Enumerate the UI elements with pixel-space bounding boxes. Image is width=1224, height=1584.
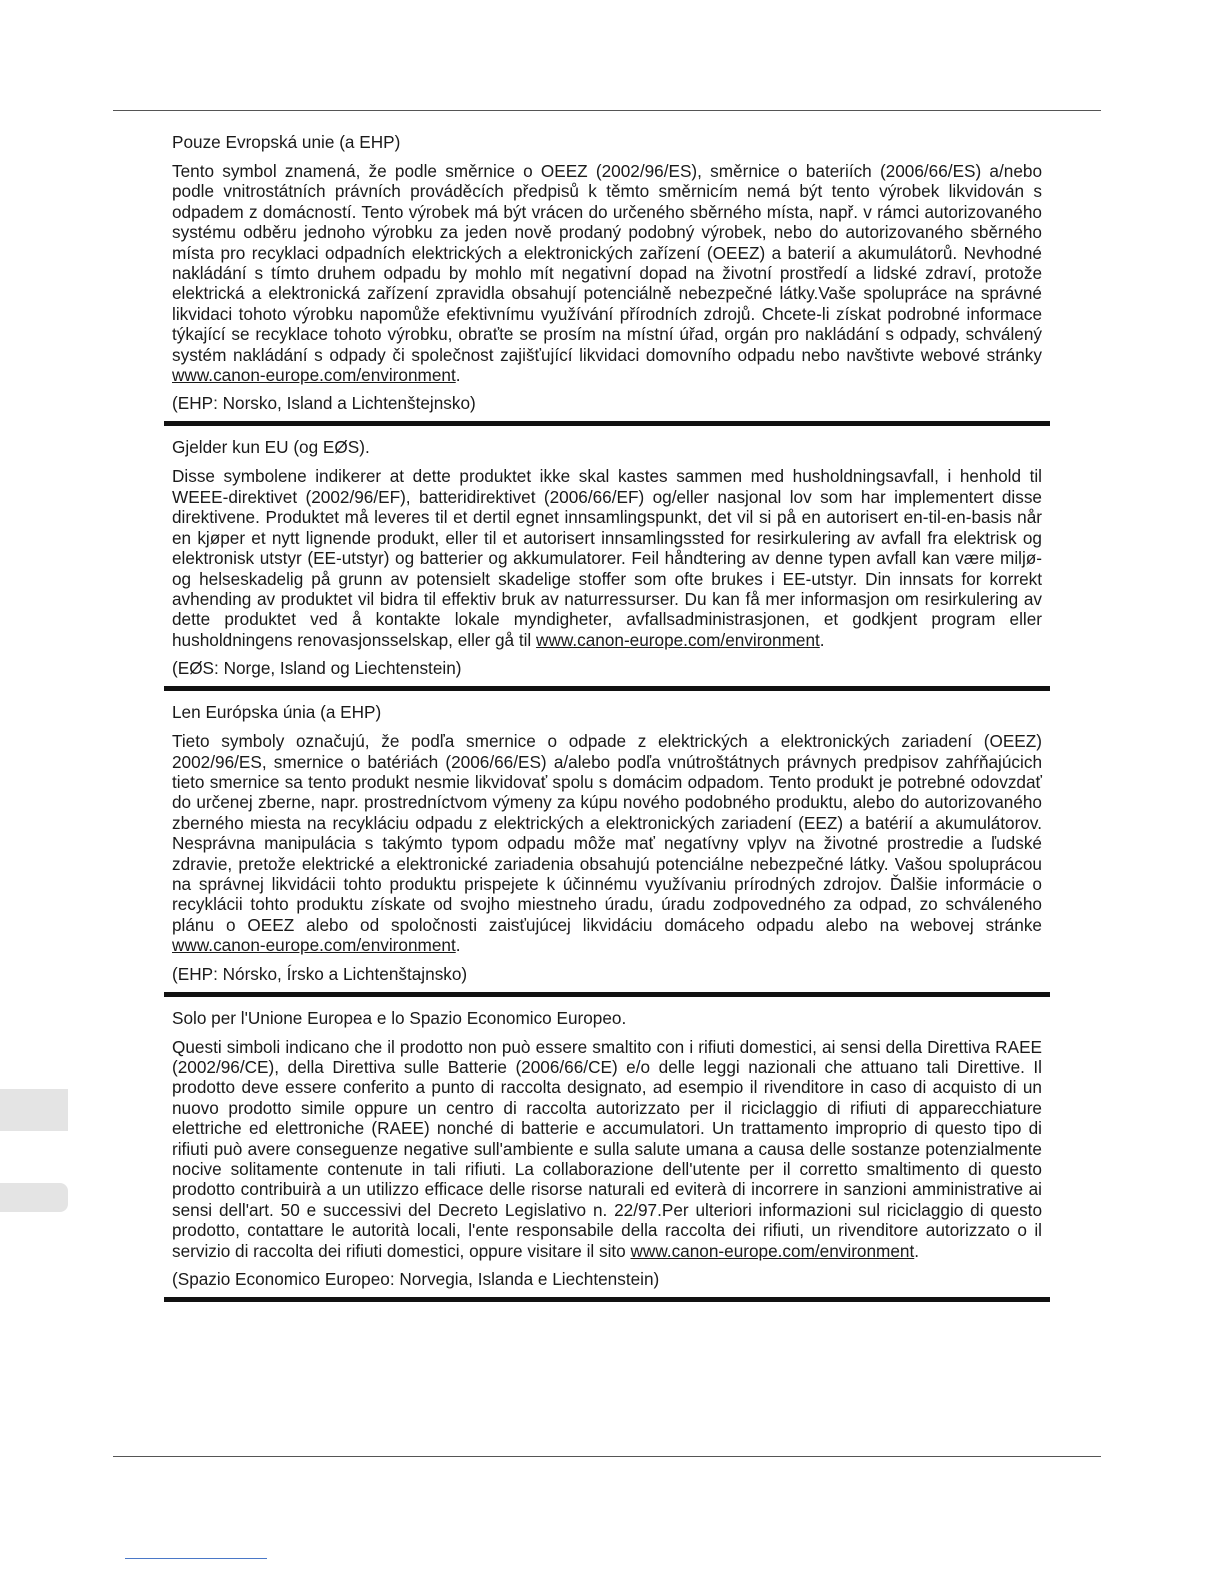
body-text: Questi simboli indicano che il prodotto non può essere smaltito con i rifiuti domestici, ai sensi della Direttiva RAEE (2002/96/CE), della Direttiva sulle Batterie (2006/66/CE) e/o delle leggi nazionali che attuano tali Direttive. Il prodotto deve essere conferito a punto di raccolta designato, ad esempio il rivenditore in caso di acquisto di un nuovo prodotto simile oppure un centro di raccolta autorizzato per il riciclaggio di rifiuti di apparecchiature elettriche ed elettroniche (RAEE) nonché di batterie e accumulatori. Un trattamento improprio di questo tipo di rifiuti può avere conseguenze negative sull'ambiente e sulla salute umana a causa delle sostanze potenzialmente nocive solitamente contenute in tali rifiuti. La collaborazione dell'utente per il corretto smaltimento di questo prodotto contribuirà a un utilizzo efficace delle risorse naturali ed eviterà di incorrere in sanzioni amministrative ai sensi dell'art. 50 e successivi del Decreto Legislativo n. 22/97.Per ulteriori informazioni sul riciclaggio di questo prodotto, contattare le autorità locali, l'ente responsabile della raccolta dei rifiuti, un rivenditore autorizzato o il servizio di raccolta dei rifiuti domestici, oppure visitare il sito	[172, 1036, 1042, 1261]
footer-link-underline	[125, 1558, 267, 1559]
section-body	[172, 1037, 1042, 1261]
section-title: Pouze Evropská unie (a EHP)	[172, 132, 401, 152]
header-rule	[113, 110, 1101, 111]
side-tab	[0, 1183, 68, 1212]
body-end: .	[455, 365, 461, 386]
body-text: Tento symbol znamená, že podle směrnice o OEEZ (2002/96/ES), směrnice o bateriích (2006/66/ES) a/nebo podle vnitrostátních právních prováděcích předpisů k těmto směrnicím nemá být tento výrobek likvidován s odpadem z domácností. Tento výrobek má být vrácen do určeného sběrného místa, např. v rámci autorizovaného systému odběru jednoho výrobku za jeden nově prodaný podobný výrobek, nebo do autorizovaného sběrného místa pro recyklaci odpadních elektrických a elektronických zařízení (OEEZ) a baterií a akumulátorů. Nevhodné nakládání s tímto druhem odpadu by mohlo mít negativní dopad na životní prostředí a lidské zdraví, protože elektrická a elektronická zařízení zpravidla obsahují potenciálně nebezpečné látky.Vaše spolupráce na správné likvidaci tohoto výrobku napomůže efektivnímu využívání přírodních zdrojů. Chcete-li získat podrobné informace týkající se recyklace tohoto výrobku, obraťte se prosím na místní úřad, orgán pro nakládání s odpady, schválený systém nakládání s odpady či společnost zajišťující likvidaci domovního odpadu nebo navštivte webové stránky	[172, 161, 1042, 365]
section-czech	[164, 132, 1050, 413]
section-body	[172, 466, 1042, 650]
document-content	[164, 129, 1050, 1313]
section-note: (EØS: Norge, Island og Liechtenstein)	[172, 658, 462, 679]
section-note: (EHP: Nórsko, Írsko a Lichtenštajnsko)	[172, 963, 468, 984]
section-italian	[164, 1008, 1050, 1289]
footer-rule	[113, 1456, 1101, 1457]
section-body	[172, 161, 1042, 385]
body-end: .	[914, 1240, 920, 1261]
side-tab	[0, 1089, 68, 1131]
environment-link[interactable]: www.canon-europe.com/environment	[172, 365, 456, 386]
section-note: (EHP: Norsko, Island a Lichtenštejnsko)	[172, 393, 476, 414]
section-divider	[164, 686, 1050, 691]
environment-link[interactable]: www.canon-europe.com/environment	[536, 629, 820, 650]
section-slovak	[164, 702, 1050, 983]
body-text: Tieto symboly označujú, že podľa smernice o odpade z elektrických a elektronických zariadení (OEEZ) 2002/96/ES, smernice o batériách (2006/66/ES) a/alebo podľa vnútroštátnych právnych predpisov zahŕňajúcich tieto smernice sa tento produkt nesmie likvidovať spolu s domácim odpadom. Tento produkt je potrebné odovzdať do určenej zberne, napr. prostredníctvom výmeny za kúpu nového podobného produktu, alebo do autorizovaného zberného miesta na recykláciu odpadu z elektrických a elektronických zariadení (EEZ) a batérií a akumulátorov. Nesprávna manipulácia s takýmto typom odpadu môže mať negatívny vplyv na životné prostredie a ľudské zdravie, pretože elektrické a elektronické zariadenia obsahujú potenciálne nebezpečné látky. Vašou spoluprácou na správnej likvidácii tohto produktu prispejete k účinnému využívaniu prírodných zdrojov. Ďalšie informácie o recyklácii tohto produktu získate od svojho miestneho úradu, úradu zodpovedného za odpad, zo schváleného plánu o OEEZ alebo od spoločnosti zaisťujúcej likvidáciu domáceho odpadu alebo na webovej stránke	[172, 731, 1042, 935]
section-body	[172, 731, 1042, 955]
body-text: Disse symbolene indikerer at dette produktet ikke skal kastes sammen med husholdningsavfall, i henhold til WEEE-direktivet (2002/96/EF), batteridirektivet (2006/66/EF) og/eller nasjonal lov som har implementert disse direktivene. Produktet må leveres til et dertil egnet innsamlingspunkt, det vil si på en autorisert en-til-en-basis når en kjøper et nytt lignende produkt, eller til et autorisert innsamlingssted for resirkulering av avfall fra elektrisk og elektronisk utstyr (EE-utstyr) og batterier og akkumulatorer. Feil håndtering av denne typen avfall kan være miljø- og helseskadelig på grunn av potensielt skadelige stoffer som ofte brukes i EE-utstyr. Din innsats for korrekt avhending av produktet vil bidra til effektiv bruk av naturressurser. Du kan få mer informasjon om resirkulering av dette produktet ved å kontakte lokale myndigheter, avfallsadministrasjonen, et godkjent program eller husholdningens renovasjonsselskap, eller gå til	[172, 466, 1042, 650]
section-title: Len Európska únia (a EHP)	[172, 702, 382, 723]
section-note: (Spazio Economico Europeo: Norvegia, Islanda e Liechtenstein)	[172, 1269, 660, 1290]
environment-link[interactable]: www.canon-europe.com/environment	[630, 1240, 915, 1261]
section-divider	[164, 1297, 1050, 1302]
environment-link[interactable]: www.canon-europe.com/environment	[172, 935, 456, 956]
section-divider	[164, 992, 1050, 997]
section-norwegian	[164, 437, 1050, 678]
section-title: Solo per l'Unione Europea e lo Spazio Economico Europeo.	[172, 1007, 627, 1028]
section-title: Gjelder kun EU (og EØS).	[172, 437, 370, 458]
section-divider	[164, 421, 1050, 426]
body-end: .	[819, 629, 825, 650]
body-end: .	[455, 935, 461, 956]
